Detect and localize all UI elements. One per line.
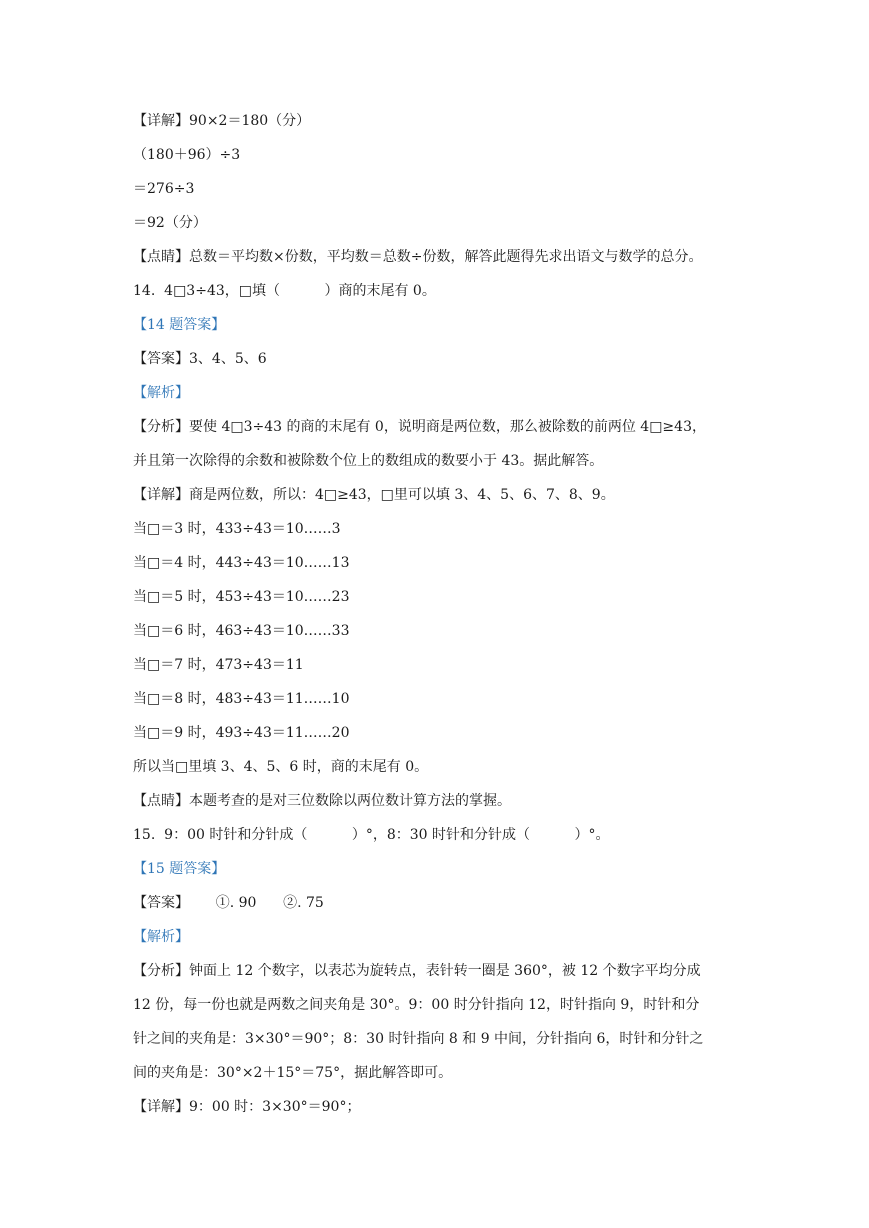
section-heading: 【15 题答案】 (133, 861, 226, 877)
section-heading: 【14 题答案】 (133, 317, 226, 333)
text-line: 14. 4□3÷43，□填（ ）商的末尾有 0。 (133, 283, 436, 299)
text-line: 间的夹角是：30°×2＋15°＝75°，据此解答即可。 (133, 1065, 453, 1081)
text-line: 当□＝8 时，483÷43＝11……10 (133, 691, 350, 707)
text-line: 【答案】 ①. 90 ②. 75 (133, 895, 324, 911)
text-line: 当□＝7 时，473÷43＝11 (133, 657, 304, 673)
text-line: 当□＝5 时，453÷43＝10……23 (133, 589, 350, 605)
text-line: 【详解】90×2＝180（分） (133, 113, 311, 129)
text-line: 【点睛】总数＝平均数×份数，平均数＝总数÷份数，解答此题得先求出语文与数学的总分。 (133, 249, 703, 265)
text-line: 【点睛】本题考查的是对三位数除以两位数计算方法的掌握。 (133, 793, 511, 809)
text-line: ＝92（分） (133, 215, 207, 231)
text-line: 【分析】要使 4□3÷43 的商的末尾有 0，说明商是两位数，那么被除数的前两位 4□≥43， (133, 419, 706, 435)
text-line: ＝276÷3 (133, 181, 195, 197)
section-heading: 【解析】 (133, 385, 189, 401)
text-line: 【详解】商是两位数，所以：4□≥43，□里可以填 3、4、5、6、7、8、9。 (133, 487, 615, 503)
text-line: 当□＝9 时，493÷43＝11……20 (133, 725, 350, 741)
text-line: 当□＝4 时，443÷43＝10……13 (133, 555, 350, 571)
text-line: 【分析】钟面上 12 个数字，以表芯为旋转点，表针转一圈是 360°，被 12 个数字平均分成 (133, 963, 701, 979)
text-line: 针之间的夹角是：3×30°＝90°；8：30 时针指向 8 和 9 中间，分针指向 6，时针和分针之 (133, 1031, 704, 1047)
text-line: 15. 9：00 时针和分针成（ ）°，8：30 时针和分针成（ ）°。 (133, 827, 610, 843)
section-heading: 【解析】 (133, 929, 189, 945)
text-line: 12 份，每一份也就是两数之间夹角是 30°。9：00 时分针指向 12，时针指向 9，时针和分 (133, 997, 700, 1013)
text-line: 当□＝6 时，463÷43＝10……33 (133, 623, 350, 639)
text-line: 【详解】9：00 时：3×30°＝90°； (133, 1099, 361, 1115)
text-line: 当□＝3 时，433÷43＝10……3 (133, 521, 341, 537)
text-line: 并且第一次除得的余数和被除数个位上的数组成的数要小于 43。据此解答。 (133, 453, 604, 469)
text-line: 所以当□里填 3、4、5、6 时，商的末尾有 0。 (133, 759, 429, 775)
text-line: 【答案】3、4、5、6 (133, 351, 267, 367)
text-line: （180＋96）÷3 (133, 147, 241, 163)
